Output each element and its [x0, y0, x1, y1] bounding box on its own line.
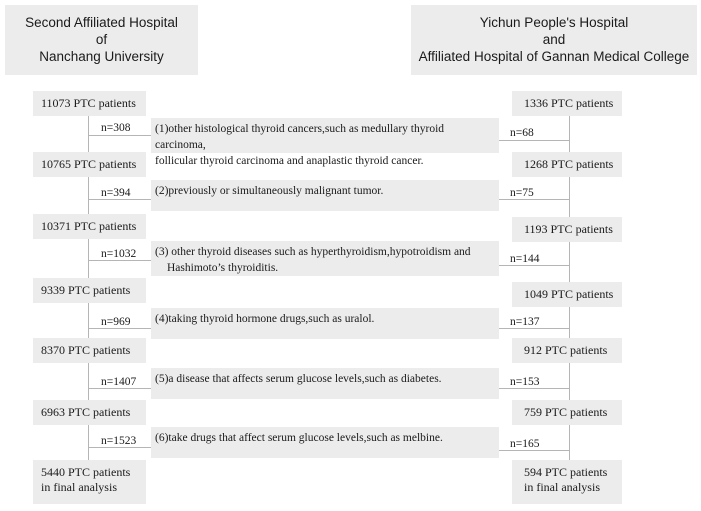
criterion-text: (2)previously or simultaneously malignant tumor.	[155, 185, 384, 197]
left-patient-box-6	[33, 400, 146, 425]
criterion-text: (5)a disease that affects serum glucose levels,such as diabetes.	[155, 373, 442, 385]
right-patient-count: 1336 PTC patients	[524, 96, 614, 110]
right-excluded-count: n=75	[510, 187, 534, 199]
left-excluded-count: n=308	[101, 122, 131, 134]
left-excluded-count: n=1407	[101, 376, 137, 388]
right-patient-box-6	[512, 400, 622, 425]
right-final-count: 594 PTC patients	[524, 465, 608, 479]
left-patient-box-2	[33, 152, 146, 177]
right-patient-box-4	[512, 282, 622, 307]
right-patient-box-3	[512, 217, 622, 242]
left-patient-count: 10371 PTC patients	[41, 219, 137, 233]
left-patient-box-1	[33, 91, 146, 116]
right-final-caption: in final analysis	[524, 480, 600, 494]
left-header-line-3: Nanchang University	[39, 49, 164, 64]
right-excluded-count: n=153	[510, 376, 540, 388]
exclusion-criterion-1	[151, 118, 499, 167]
right-patient-count: 1193 PTC patients	[524, 222, 613, 236]
left-header-line-1: Second Affiliated Hospital	[25, 15, 178, 30]
left-patient-count: 8370 PTC patients	[41, 343, 131, 357]
left-exclusion-connector	[88, 135, 151, 136]
left-patient-count: 11073 PTC patients	[41, 96, 136, 110]
criterion-text: (6)take drugs that affect serum glucose levels,such as melbine.	[155, 432, 443, 444]
criterion-text: (1)other histological thyroid cancers,such as medullary thyroid carcinoma,	[155, 123, 445, 151]
left-excluded-count: n=394	[101, 187, 131, 199]
right-excluded-count: n=68	[510, 127, 534, 139]
criterion-text-continued: Hashimoto’s thyroiditis.	[167, 262, 279, 274]
right-header-line-1: Yichun People's Hospital	[479, 15, 629, 30]
exclusion-criterion-6	[151, 427, 499, 458]
criterion-text: (4)taking thyroid hormone drugs,such as uralol.	[155, 313, 375, 325]
left-patient-count: 10765 PTC patients	[41, 157, 137, 171]
right-header-line-2: and	[542, 32, 566, 47]
exclusion-criterion-3	[151, 241, 499, 276]
criterion-text-continued: follicular thyroid carcinoma and anaplastic thyroid cancer.	[155, 155, 424, 167]
criterion-text: (3) other thyroid diseases such as hyperthyroidism,hypotroidism and	[155, 246, 471, 258]
exclusion-criterion-4	[151, 308, 499, 339]
left-header-line-2: of	[95, 32, 108, 47]
exclusion-criterion-5	[151, 368, 499, 399]
right-patient-box-2	[512, 152, 622, 177]
right-patient-box-5	[512, 338, 622, 363]
left-patient-box-3	[33, 214, 146, 239]
left-excluded-count: n=1523	[101, 435, 137, 447]
right-patient-count: 912 PTC patients	[524, 343, 608, 357]
right-patient-count: 1268 PTC patients	[524, 157, 614, 171]
right-excluded-count: n=165	[510, 438, 540, 450]
left-patient-box-5	[33, 338, 146, 363]
right-header-line-3: Affiliated Hospital of Gannan Medical College	[418, 49, 690, 64]
left-patient-count: 9339 PTC patients	[41, 283, 131, 297]
left-patient-box-4	[33, 278, 146, 303]
right-exclusion-connector	[499, 140, 569, 141]
left-patient-count: 6963 PTC patients	[41, 405, 131, 419]
left-final-caption: in final analysis	[41, 480, 117, 494]
right-patient-count: 1049 PTC patients	[524, 287, 614, 301]
right-excluded-count: n=144	[510, 253, 540, 265]
exclusion-criterion-2	[151, 180, 499, 211]
left-hospital-header	[5, 5, 198, 75]
right-hospital-header	[411, 5, 697, 75]
right-patient-count: 759 PTC patients	[524, 405, 608, 419]
right-excluded-count: n=137	[510, 316, 540, 328]
left-excluded-count: n=969	[101, 316, 131, 328]
right-patient-box-1	[512, 91, 622, 116]
right-final-box	[512, 460, 622, 504]
left-final-count: 5440 PTC patients	[41, 465, 131, 479]
left-final-box	[33, 460, 146, 504]
left-excluded-count: n=1032	[101, 248, 137, 260]
